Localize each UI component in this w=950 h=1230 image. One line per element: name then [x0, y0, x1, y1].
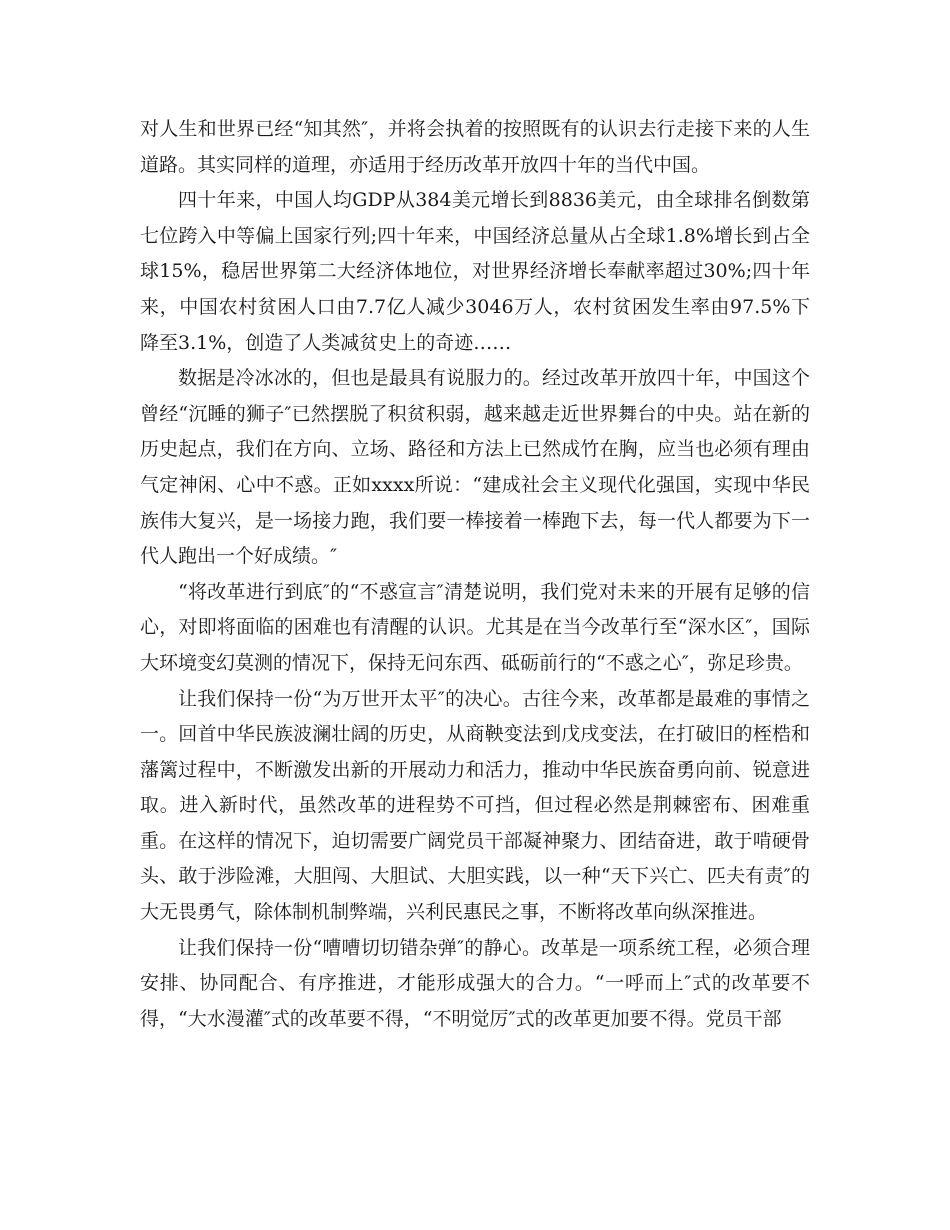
paragraph-determination: 让我们保持一份“为万世开太平″的决心。古往今来，改革都是最难的事情之一。回首中华民族波澜壮阔的历史，从商鞅变法到戊戌变法，在打破旧的桎梏和藩篱过程中，不断激发出新的开展动力和活力，推动中华民族奋勇向前、锐意进取。进入新时代，虽然改革的进程势不可挡，但过程必然是荆棘密布、困难重重。在这样的情况下，迫切需要广阔党员干部凝神聚力、团结奋进，敢于啃硬骨头、敢于涉险滩，大胆闯、大胆试、大胆实践，以一种“天下兴亡、匹夫有责″的大无畏勇气，除体制机制弊端，兴利民惠民之事，不断将改革向纵深推进。	[140, 687, 810, 924]
paragraph-statistics: 四十年来，中国人均GDP从384美元增长到8836美元，由全球排名倒数第七位跨入中等偏上国家行列;四十年来，中国经济总量从占全球1.8%增长到占全球15%，稳居世界第二大经济体地位，对世界经济增长奉献率超过30%;四十年来，中国农村贫困人口由7.7亿人减少3046万人，农村贫困发生率由97.5%下降至3.1%，创造了人类减贫史上的奇迹……	[140, 189, 810, 354]
paragraph-calm-mind: 让我们保持一份“嘈嘈切切错杂弹″的静心。改革是一项系统工程，必须合理安排、协同配合、有序推进，才能形成强大的合力。“一呼而上″式的改革要不得，“大水漫灌″式的改革要不得，“不明觉厉″式的改革更加要不得。党员干部	[140, 936, 810, 1030]
paragraph-continuation: 对人生和世界已经“知其然″，并将会执着的按照既有的认识去行走接下来的人生道路。其实同样的道理，亦适用于经历改革开放四十年的当代中国。	[140, 118, 810, 176]
paragraph-reform-declaration: “将改革进行到底″的“不惑宣言″清楚说明，我们党对未来的开展有足够的信心，对即将面临的困难也有清醒的认识。尤其是在当今改革行至“深水区″，国际大环境变幻莫测的情况下，保持无问东西、砥砺前行的“不惑之心″，弥足珍贵。	[140, 580, 810, 674]
document-body	[140, 112, 810, 1037]
paragraph-data-persuasive: 数据是冷冰冰的，但也是最具有说服力的。经过改革开放四十年，中国这个曾经“沉睡的狮子″已然摆脱了积贫积弱，越来越走近世界舞台的中央。站在新的历史起点，我们在方向、立场、路径和方法上已然成竹在胸，应当也必须有理由气定神闲、心中不惑。正如xxxx所说：“建成社会主义现代化强国，实现中华民族伟大复兴，是一场接力跑，我们要一棒接着一棒跑下去，每一代人都要为下一代人跑出一个好成绩。″	[140, 367, 810, 568]
